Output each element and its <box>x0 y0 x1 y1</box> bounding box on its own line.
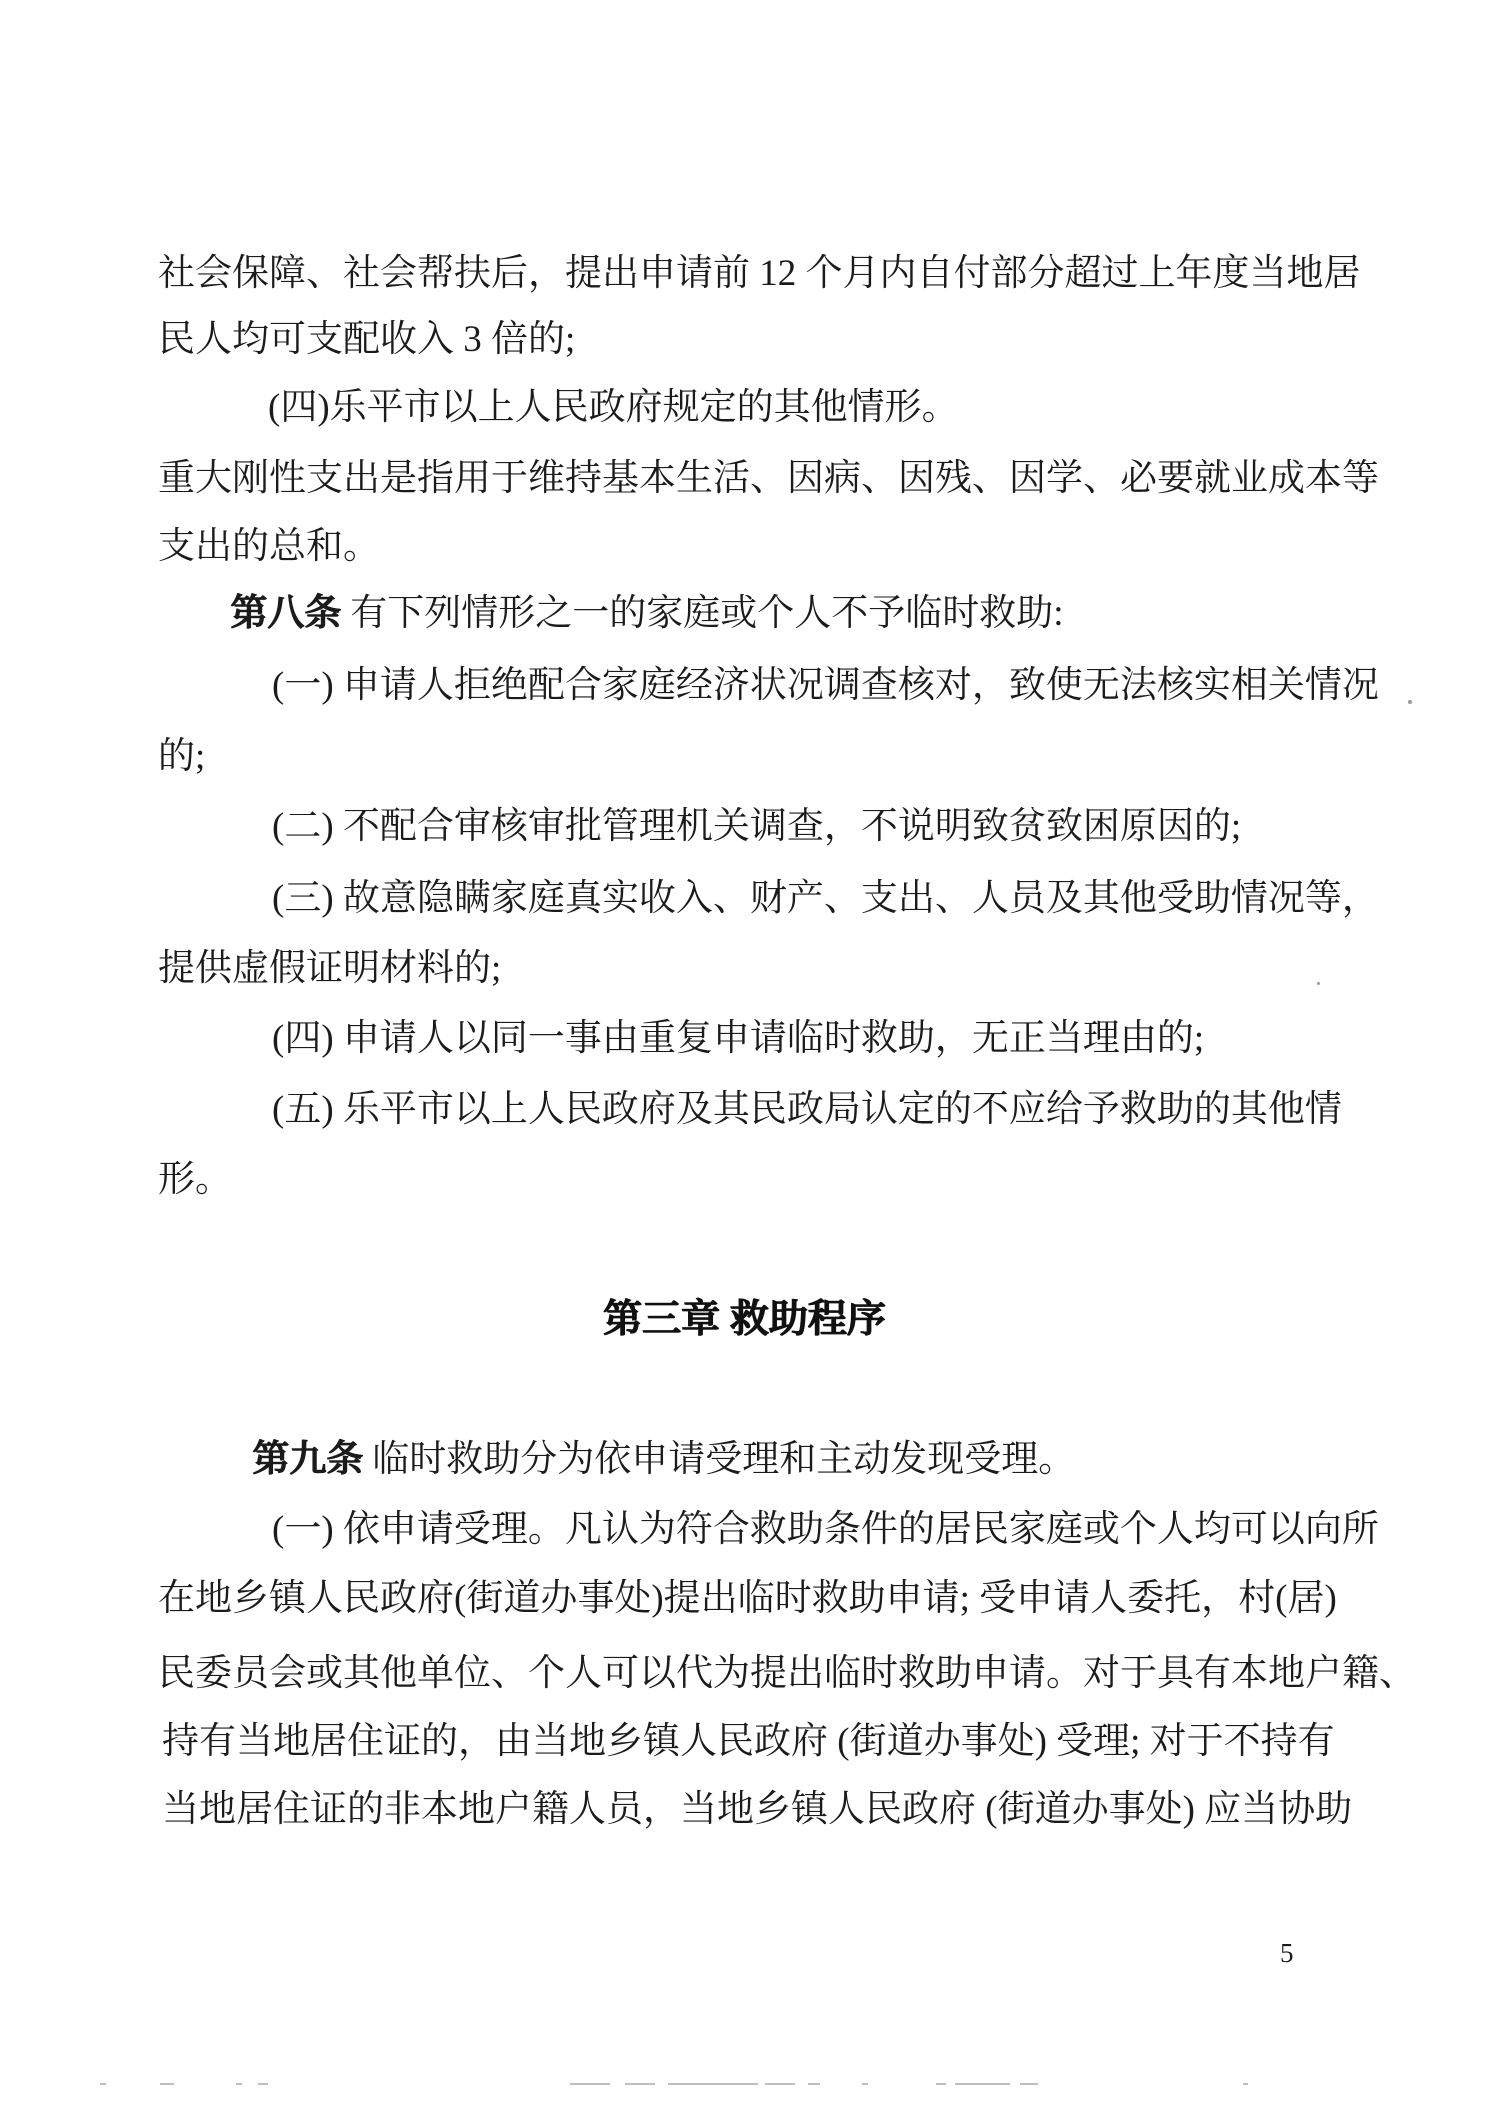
chapter-heading: 第三章 救助程序 <box>602 1298 886 1341</box>
scan-speck <box>1317 982 1320 985</box>
scan-noise-dash <box>955 2083 1010 2085</box>
scan-noise-dash <box>236 2083 242 2085</box>
text-line: 在地乡镇人民政府(街道办事处)提出临时救助申请; 受申请人委托，村(居) <box>158 1578 1337 1619</box>
article-text: 有下列情形之一的家庭或个人不予临时救助: <box>341 593 1064 634</box>
scan-noise-dash <box>258 2083 268 2085</box>
article-number: 第八条 <box>230 593 341 634</box>
text-line: (二) 不配合审核审批管理机关调查，不说明致贫致困原因的; <box>272 806 1242 847</box>
scan-noise-dash <box>936 2083 946 2085</box>
text-line: (一) 依申请受理。凡认为符合救助条件的居民家庭或个人均可以向所 <box>272 1509 1379 1550</box>
page-number: 5 <box>1280 1938 1294 1968</box>
scan-noise-dash <box>808 2083 820 2085</box>
text-line: (四) 申请人以同一事由重复申请临时救助，无正当理由的; <box>272 1018 1205 1059</box>
text-line: 提供虚假证明材料的; <box>158 948 502 989</box>
scan-noise-dash <box>625 2083 655 2085</box>
text-line: (五) 乐平市以上人民政府及其民政局认定的不应给予救助的其他情 <box>272 1089 1342 1130</box>
scan-noise-dash <box>1020 2083 1038 2085</box>
text-line: 持有当地居住证的，由当地乡镇人民政府 (街道办事处) 受理; 对于不持有 <box>162 1721 1335 1762</box>
scan-noise-dash <box>100 2083 106 2085</box>
text-line: 形。 <box>158 1159 232 1200</box>
scan-noise-dash <box>160 2083 174 2085</box>
article-number: 第九条 <box>252 1439 363 1480</box>
scan-noise-dash <box>668 2083 758 2085</box>
text-line: 的; <box>158 736 206 777</box>
text-line: 当地居住证的非本地户籍人员，当地乡镇人民政府 (街道办事处) 应当协助 <box>162 1789 1353 1830</box>
scan-noise-dash <box>1243 2083 1248 2085</box>
text-line: (四)乐平市以上人民政府规定的其他情形。 <box>268 387 959 428</box>
article-text: 临时救助分为依申请受理和主动发现受理。 <box>363 1439 1076 1480</box>
article-9-line <box>252 1436 1075 1484</box>
scan-speck <box>1408 700 1412 704</box>
text-line: 支出的总和。 <box>158 526 380 567</box>
text-line: 重大刚性支出是指用于维持基本生活、因病、因残、因学、必要就业成本等 <box>158 458 1379 499</box>
text-line: 社会保障、社会帮扶后，提出申请前 12 个月内自付部分超过上年度当地居 <box>158 253 1361 294</box>
text-line: (三) 故意隐瞒家庭真实收入、财产、支出、人员及其他受助情况等， <box>272 878 1379 919</box>
scan-noise-dash <box>765 2083 795 2085</box>
scan-noise-dash <box>570 2083 610 2085</box>
article-8-line <box>230 590 1064 638</box>
text-line: 民委员会或其他单位、个人可以代为提出临时救助申请。对于具有本地户籍、 <box>158 1653 1416 1694</box>
scan-noise-dash <box>862 2083 868 2085</box>
text-line: (一) 申请人拒绝配合家庭经济状况调查核对，致使无法核实相关情况 <box>272 665 1379 706</box>
text-line: 民人均可支配收入 3 倍的; <box>158 319 576 360</box>
